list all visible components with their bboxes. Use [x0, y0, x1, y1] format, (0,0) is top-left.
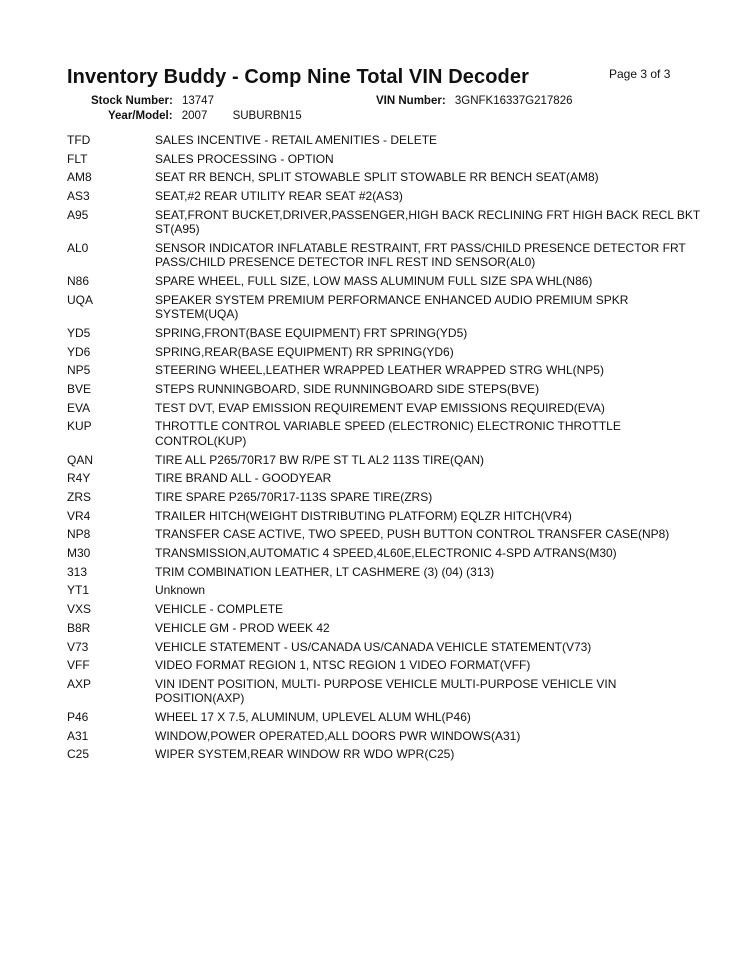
option-row — [67, 241, 707, 270]
option-row — [67, 490, 707, 505]
option-description: VIDEO FORMAT REGION 1, NTSC REGION 1 VIDEO FORMAT(VFF) — [155, 658, 531, 673]
option-row — [67, 471, 707, 486]
vin-number-label: VIN Number: — [376, 95, 446, 107]
option-description: SEAT RR BENCH, SPLIT STOWABLE SPLIT STOWABLE RR BENCH SEAT(AM8) — [155, 170, 599, 185]
option-row — [67, 345, 707, 360]
option-row — [67, 565, 707, 580]
option-code: AM8 — [67, 170, 92, 185]
option-code: YT1 — [67, 583, 90, 598]
vin-number-value: 3GNFK16337G217826 — [454, 95, 573, 107]
option-row — [67, 640, 707, 655]
option-row — [67, 133, 707, 148]
option-row — [67, 546, 707, 561]
option-description: SPEAKER SYSTEM PREMIUM PERFORMANCE ENHANCED AUDIO PREMIUM SPKR SYSTEM(UQA) — [155, 292, 629, 322]
option-description: Unknown — [155, 583, 206, 598]
option-code: YD5 — [67, 326, 91, 340]
option-code: AXP — [67, 676, 92, 691]
option-description: SEAT,#2 REAR UTILITY REAR SEAT #2(AS3) — [155, 189, 403, 204]
option-code: P46 — [67, 710, 89, 725]
option-description: WIPER SYSTEM,REAR WINDOW RR WDO WPR(C25) — [155, 747, 455, 762]
option-description: VEHICLE STATEMENT - US/CANADA US/CANADA VEHICLE STATEMENT(V73) — [155, 639, 592, 654]
option-row — [67, 326, 707, 341]
option-row — [67, 747, 707, 762]
option-description: SPRING,FRONT(BASE EQUIPMENT) FRT SPRING(YD5) — [155, 326, 468, 340]
option-row — [67, 401, 707, 416]
option-description: TEST DVT, EVAP EMISSION REQUIREMENT EVAP EMISSIONS REQUIRED(EVA) — [155, 400, 605, 415]
option-code: A31 — [67, 728, 89, 743]
option-description: TRANSFER CASE ACTIVE, TWO SPEED, PUSH BUTTON CONTROL TRANSFER CASE(NP8) — [155, 527, 670, 542]
stock-number-label: Stock Number: — [91, 95, 173, 107]
option-row — [67, 419, 707, 448]
option-description: SENSOR INDICATOR INFLATABLE RESTRAINT, FRT PASS/CHILD PRESENCE DETECTOR FRT PASS/CHILD PRESENCE DETECTOR INFL REST IND SENSOR(AL0) — [155, 240, 686, 270]
option-code: EVA — [67, 400, 91, 415]
option-row — [67, 208, 707, 237]
option-code: R4Y — [67, 471, 91, 486]
option-row — [67, 453, 707, 468]
option-description: TRANSMISSION,AUTOMATIC 4 SPEED,4L60E,ELECTRONIC 4-SPD A/TRANS(M30) — [155, 546, 617, 561]
model-value: SUBURBN15 — [232, 110, 302, 122]
option-row — [67, 170, 707, 185]
option-description: VIN IDENT POSITION, MULTI- PURPOSE VEHICLE MULTI-PURPOSE VEHICLE VIN POSITION(AXP) — [155, 676, 617, 706]
option-description: VEHICLE GM - PROD WEEK 42 — [155, 620, 330, 635]
option-row — [67, 729, 707, 744]
option-row — [67, 293, 707, 322]
option-code: VFF — [67, 658, 90, 673]
option-code: VR4 — [67, 508, 91, 523]
option-description: WHEEL 17 X 7.5, ALUMINUM, UPLEVEL ALUM WHL(P46) — [155, 710, 471, 725]
option-code: B8R — [67, 620, 91, 635]
option-row — [67, 583, 707, 598]
option-code: QAN — [67, 452, 94, 467]
option-code: N86 — [67, 274, 90, 289]
option-code: V73 — [67, 639, 89, 654]
option-code: FLT — [67, 151, 88, 166]
option-description: WINDOW,POWER OPERATED,ALL DOORS PWR WINDOWS(A31) — [155, 728, 521, 743]
option-list — [67, 133, 707, 766]
option-code: M30 — [67, 546, 91, 561]
option-code: A95 — [67, 207, 89, 222]
option-description: TRIM COMBINATION LEATHER, LT CASHMERE (3) (04) (313) — [155, 564, 495, 579]
option-row — [67, 152, 707, 167]
option-description: TIRE SPARE P265/70R17-113S SPARE TIRE(ZRS) — [155, 490, 433, 504]
option-row — [67, 274, 707, 289]
year-value: 2007 — [181, 110, 208, 122]
year-model — [108, 110, 302, 122]
option-description: VEHICLE - COMPLETE — [155, 602, 284, 617]
option-row — [67, 189, 707, 204]
option-row — [67, 710, 707, 725]
vin-number — [376, 95, 573, 107]
page-title: Inventory Buddy - Comp Nine Total VIN Decoder — [67, 66, 529, 88]
option-code: AS3 — [67, 189, 90, 204]
option-row — [67, 677, 707, 706]
stock-number-value: 13747 — [182, 95, 214, 107]
option-code: 313 — [67, 564, 88, 579]
option-row — [67, 621, 707, 636]
option-code: AL0 — [67, 240, 89, 255]
option-code: YD6 — [67, 344, 91, 359]
option-row — [67, 527, 707, 542]
option-description: THROTTLE CONTROL VARIABLE SPEED (ELECTRONIC) ELECTRONIC THROTTLE CONTROL(KUP) — [155, 419, 621, 448]
option-description: STEERING WHEEL,LEATHER WRAPPED LEATHER WRAPPED STRG WHL(NP5) — [155, 363, 604, 378]
option-row — [67, 382, 707, 397]
option-code: KUP — [67, 419, 92, 434]
page-number: Page 3 of 3 — [609, 67, 671, 81]
option-description: SPRING,REAR(BASE EQUIPMENT) RR SPRING(YD6) — [155, 344, 454, 359]
option-code: BVE — [67, 382, 92, 397]
option-description: STEPS RUNNINGBOARD, SIDE RUNNINGBOARD SIDE STEPS(BVE) — [155, 382, 540, 397]
option-description: SALES PROCESSING - OPTION — [155, 151, 334, 166]
option-row — [67, 509, 707, 524]
option-description: SPARE WHEEL, FULL SIZE, LOW MASS ALUMINUM FULL SIZE SPA WHL(N86) — [155, 274, 593, 289]
option-description: TIRE BRAND ALL - GOODYEAR — [155, 471, 332, 486]
option-description: SALES INCENTIVE - RETAIL AMENITIES - DELETE — [155, 133, 438, 147]
option-code: NP8 — [67, 527, 91, 542]
option-code: C25 — [67, 747, 90, 762]
option-description: TIRE ALL P265/70R17 BW R/PE ST TL AL2 113S TIRE(QAN) — [155, 452, 485, 467]
option-description: SEAT,FRONT BUCKET,DRIVER,PASSENGER,HIGH BACK RECLINING FRT HIGH BACK RECL BKT ST(A95) — [155, 207, 700, 237]
option-code: TFD — [67, 133, 91, 147]
option-code: NP5 — [67, 363, 91, 378]
option-row — [67, 602, 707, 617]
year-model-label: Year/Model: — [108, 110, 173, 122]
option-code: ZRS — [67, 490, 91, 504]
option-code: VXS — [67, 602, 92, 617]
option-row — [67, 363, 707, 378]
option-row — [67, 658, 707, 673]
stock-number — [91, 95, 214, 107]
option-code: UQA — [67, 292, 94, 307]
option-description: TRAILER HITCH(WEIGHT DISTRIBUTING PLATFORM) EQLZR HITCH(VR4) — [155, 508, 572, 523]
